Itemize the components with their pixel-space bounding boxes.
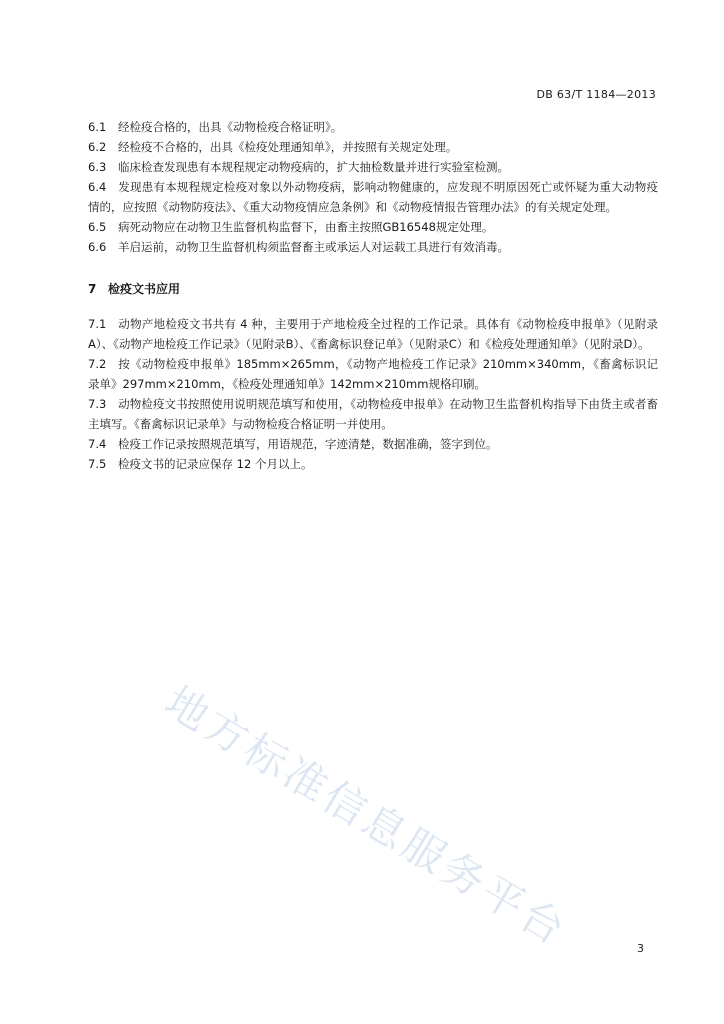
clause-7-2 bbox=[88, 354, 658, 394]
clause-text: 按《动物检疫申报单》185mm×265mm，《动物产地检疫工作记录》210mm×340mm，《畜禽标识记录单》297mm×210mm，《检疫处理通知单》142mm×210mm规格印刷。 bbox=[88, 357, 658, 391]
clause-6-3 bbox=[88, 157, 658, 177]
clause-6-1 bbox=[88, 117, 658, 137]
clause-text: 经检疫不合格的，出具《检疫处理通知单》，并按照有关规定处理。 bbox=[118, 140, 458, 154]
clause-text: 羊启运前，动物卫生监督机构须监督畜主或承运人对运载工具进行有效消毒。 bbox=[118, 240, 509, 254]
clause-number: 6.4 bbox=[88, 180, 107, 194]
document-code: DB 63/T 1184—2013 bbox=[536, 88, 656, 101]
watermark: 地方标准信息服务平台 bbox=[156, 676, 577, 956]
clause-text: 临床检查发现患有本规程规定动物疫病的，扩大抽检数量并进行实验室检测。 bbox=[118, 160, 509, 174]
clause-text: 动物产地检疫文书共有 4 种，主要用于产地检疫全过程的工作记录。具体有《动物检疫申报单》（见附录A）、《动物产地检疫工作记录》（见附录B）、《畜禽标识登记单》（见附录C）和《检疫处理通知单》（见附录D）。 bbox=[88, 317, 658, 351]
clause-text: 病死动物应在动物卫生监督机构监督下，由畜主按照GB16548规定处理。 bbox=[118, 220, 494, 234]
clause-number: 7.4 bbox=[88, 437, 107, 451]
section-7-heading bbox=[88, 279, 658, 299]
section-number: 7 bbox=[88, 282, 97, 296]
clause-7-4 bbox=[88, 434, 658, 454]
clause-number: 7.2 bbox=[88, 357, 107, 371]
clause-number: 6.3 bbox=[88, 160, 107, 174]
clause-text: 检疫工作记录按照规范填写，用语规范，字迹清楚，数据准确，签字到位。 bbox=[118, 437, 498, 451]
section-title: 检疫文书应用 bbox=[108, 282, 181, 296]
clause-number: 7.3 bbox=[88, 397, 107, 411]
clause-number: 6.2 bbox=[88, 140, 107, 154]
clause-6-4 bbox=[88, 177, 658, 217]
clause-text: 动物检疫文书按照使用说明规范填写和使用，《动物检疫申报单》在动物卫生监督机构指导下由货主或者畜主填写。《畜禽标识记录单》与动物检疫合格证明一并使用。 bbox=[88, 397, 658, 431]
clause-7-3 bbox=[88, 394, 658, 434]
document-body bbox=[88, 117, 658, 474]
clause-text: 发现患有本规程规定检疫对象以外动物疫病，影响动物健康的，应发现不明原因死亡或怀疑为重大动物疫情的，应按照《动物防疫法》、《重大动物疫情应急条例》和《动物疫情报告管理办法》的有关规定处理。 bbox=[88, 180, 658, 214]
clause-number: 6.1 bbox=[88, 120, 107, 134]
clause-text: 检疫文书的记录应保存 12 个月以上。 bbox=[118, 457, 313, 471]
clause-text: 经检疫合格的，出具《动物检疫合格证明》。 bbox=[118, 120, 343, 134]
clause-number: 6.6 bbox=[88, 240, 107, 254]
clause-6-5 bbox=[88, 217, 658, 237]
clause-number: 7.1 bbox=[88, 317, 107, 331]
clause-7-1 bbox=[88, 314, 658, 354]
clause-6-2 bbox=[88, 137, 658, 157]
clause-number: 7.5 bbox=[88, 457, 107, 471]
clause-7-5 bbox=[88, 454, 658, 474]
clause-number: 6.5 bbox=[88, 220, 107, 234]
clause-6-6 bbox=[88, 237, 658, 257]
page-number: 3 bbox=[637, 942, 644, 955]
